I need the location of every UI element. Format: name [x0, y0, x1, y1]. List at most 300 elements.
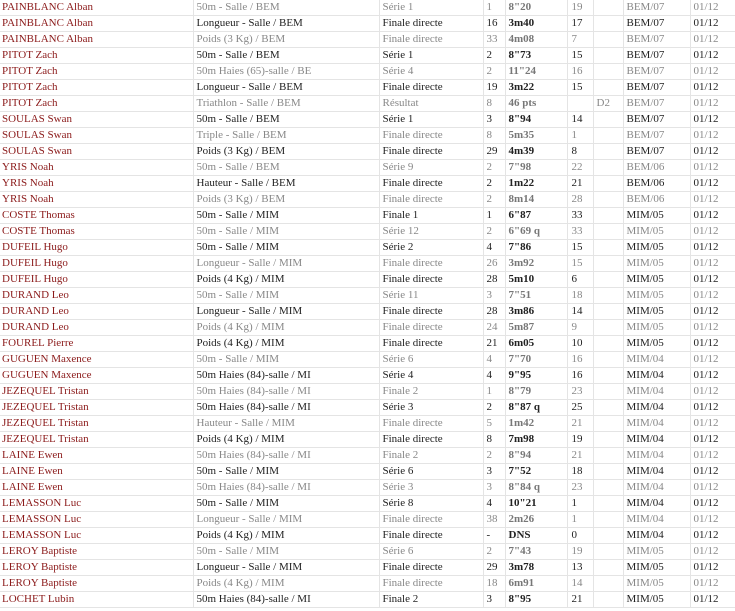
performance-cell: 6m05 — [505, 336, 567, 352]
division-cell — [593, 256, 623, 272]
event-cell: Poids (3 Kg) / BEM — [193, 32, 379, 48]
performance-cell: 46 pts — [505, 96, 567, 112]
athlete-name-cell: SOULAS Swan — [0, 144, 193, 160]
event-cell: 50m - Salle / BEM — [193, 112, 379, 128]
lane-cell: 2 — [483, 64, 505, 80]
category-cell: BEM/07 — [623, 80, 690, 96]
date-cell: 01/12 — [690, 416, 735, 432]
date-cell: 01/12 — [690, 544, 735, 560]
performance-cell: 5m35 — [505, 128, 567, 144]
category-cell: MIM/05 — [623, 272, 690, 288]
place-cell: 16 — [567, 368, 593, 384]
performance-cell: 1m42 — [505, 416, 567, 432]
lane-cell: 2 — [483, 176, 505, 192]
round-cell: Finale directe — [379, 560, 483, 576]
place-cell: 15 — [567, 256, 593, 272]
performance-cell: 7"43 — [505, 544, 567, 560]
table-row — [0, 224, 735, 240]
division-cell — [593, 240, 623, 256]
round-cell: Finale directe — [379, 304, 483, 320]
category-cell: BEM/07 — [623, 0, 690, 16]
lane-cell: 4 — [483, 352, 505, 368]
division-cell — [593, 480, 623, 496]
place-cell: 22 — [567, 160, 593, 176]
place-cell: 13 — [567, 560, 593, 576]
category-cell: BEM/06 — [623, 160, 690, 176]
athlete-name-cell: COSTE Thomas — [0, 224, 193, 240]
date-cell: 01/12 — [690, 160, 735, 176]
date-cell: 01/12 — [690, 48, 735, 64]
lane-cell: 2 — [483, 448, 505, 464]
date-cell: 01/12 — [690, 480, 735, 496]
division-cell — [593, 544, 623, 560]
round-cell: Série 4 — [379, 64, 483, 80]
category-cell: MIM/05 — [623, 320, 690, 336]
place-cell: 33 — [567, 208, 593, 224]
date-cell: 01/12 — [690, 320, 735, 336]
event-cell: Triple - Salle / BEM — [193, 128, 379, 144]
division-cell: D2 — [593, 96, 623, 112]
place-cell: 8 — [567, 144, 593, 160]
date-cell: 01/12 — [690, 144, 735, 160]
event-cell: Poids (4 Kg) / MIM — [193, 576, 379, 592]
table-row — [0, 336, 735, 352]
category-cell: BEM/06 — [623, 192, 690, 208]
category-cell: MIM/05 — [623, 544, 690, 560]
lane-cell: 4 — [483, 368, 505, 384]
division-cell — [593, 288, 623, 304]
place-cell: 6 — [567, 272, 593, 288]
place-cell: 1 — [567, 496, 593, 512]
lane-cell: 3 — [483, 288, 505, 304]
event-cell: 50m - Salle / MIM — [193, 240, 379, 256]
athlete-name-cell: LEROY Baptiste — [0, 560, 193, 576]
performance-cell: 8"94 — [505, 112, 567, 128]
category-cell: MIM/05 — [623, 208, 690, 224]
division-cell — [593, 528, 623, 544]
table-row — [0, 432, 735, 448]
table-row — [0, 208, 735, 224]
round-cell: Série 3 — [379, 400, 483, 416]
event-cell: Longueur - Salle / MIM — [193, 512, 379, 528]
table-row — [0, 64, 735, 80]
category-cell: MIM/05 — [623, 336, 690, 352]
round-cell: Finale 2 — [379, 384, 483, 400]
round-cell: Finale directe — [379, 576, 483, 592]
date-cell: 01/12 — [690, 352, 735, 368]
event-cell: 50m - Salle / MIM — [193, 496, 379, 512]
division-cell — [593, 336, 623, 352]
category-cell: BEM/07 — [623, 48, 690, 64]
lane-cell: 8 — [483, 432, 505, 448]
division-cell — [593, 368, 623, 384]
performance-cell: 6"69 q — [505, 224, 567, 240]
place-cell: 21 — [567, 416, 593, 432]
category-cell: MIM/04 — [623, 528, 690, 544]
lane-cell: 1 — [483, 208, 505, 224]
event-cell: Poids (4 Kg) / MIM — [193, 432, 379, 448]
division-cell — [593, 32, 623, 48]
round-cell: Série 9 — [379, 160, 483, 176]
date-cell: 01/12 — [690, 576, 735, 592]
athlete-name-cell: YRIS Noah — [0, 176, 193, 192]
athlete-name-cell: GUGUEN Maxence — [0, 368, 193, 384]
athlete-name-cell: SOULAS Swan — [0, 112, 193, 128]
place-cell: 16 — [567, 352, 593, 368]
date-cell: 01/12 — [690, 304, 735, 320]
event-cell: 50m Haies (84)-salle / MI — [193, 368, 379, 384]
athlete-name-cell: PITOT Zach — [0, 96, 193, 112]
performance-cell: 7"52 — [505, 464, 567, 480]
performance-cell: 3m92 — [505, 256, 567, 272]
athlete-name-cell: JEZEQUEL Tristan — [0, 432, 193, 448]
lane-cell: 3 — [483, 480, 505, 496]
lane-cell: 19 — [483, 80, 505, 96]
date-cell: 01/12 — [690, 400, 735, 416]
round-cell: Série 6 — [379, 464, 483, 480]
round-cell: Finale 2 — [379, 448, 483, 464]
division-cell — [593, 80, 623, 96]
lane-cell: 2 — [483, 544, 505, 560]
event-cell: Longueur - Salle / BEM — [193, 80, 379, 96]
place-cell — [567, 96, 593, 112]
place-cell: 15 — [567, 80, 593, 96]
event-cell: Longueur - Salle / MIM — [193, 304, 379, 320]
division-cell — [593, 224, 623, 240]
round-cell: Finale 2 — [379, 592, 483, 608]
lane-cell: 29 — [483, 560, 505, 576]
category-cell: MIM/04 — [623, 448, 690, 464]
lane-cell: 33 — [483, 32, 505, 48]
place-cell: 10 — [567, 336, 593, 352]
place-cell: 25 — [567, 400, 593, 416]
performance-cell: 11"24 — [505, 64, 567, 80]
table-row — [0, 448, 735, 464]
event-cell: 50m Haies (65)-salle / BE — [193, 64, 379, 80]
performance-cell: 7"70 — [505, 352, 567, 368]
division-cell — [593, 448, 623, 464]
category-cell: MIM/05 — [623, 224, 690, 240]
table-row — [0, 256, 735, 272]
athlete-name-cell: DURAND Leo — [0, 288, 193, 304]
performance-cell: 8"73 — [505, 48, 567, 64]
lane-cell: 4 — [483, 240, 505, 256]
event-cell: 50m Haies (84)-salle / MI — [193, 480, 379, 496]
table-row — [0, 128, 735, 144]
table-row — [0, 16, 735, 32]
event-cell: 50m - Salle / MIM — [193, 464, 379, 480]
athlete-name-cell: PITOT Zach — [0, 80, 193, 96]
division-cell — [593, 576, 623, 592]
division-cell — [593, 192, 623, 208]
performance-cell: 8"94 — [505, 448, 567, 464]
event-cell: 50m - Salle / MIM — [193, 352, 379, 368]
division-cell — [593, 352, 623, 368]
lane-cell: 21 — [483, 336, 505, 352]
place-cell: 19 — [567, 432, 593, 448]
place-cell: 21 — [567, 592, 593, 608]
event-cell: 50m - Salle / BEM — [193, 160, 379, 176]
category-cell: MIM/04 — [623, 400, 690, 416]
lane-cell: 29 — [483, 144, 505, 160]
event-cell: 50m Haies (84)-salle / MI — [193, 400, 379, 416]
place-cell: 14 — [567, 304, 593, 320]
round-cell: Série 1 — [379, 112, 483, 128]
lane-cell: 16 — [483, 16, 505, 32]
table-row — [0, 288, 735, 304]
table-row — [0, 416, 735, 432]
table-row — [0, 400, 735, 416]
performance-cell: DNS — [505, 528, 567, 544]
place-cell: 1 — [567, 512, 593, 528]
athlete-name-cell: FOUREL Pierre — [0, 336, 193, 352]
date-cell: 01/12 — [690, 592, 735, 608]
athlete-name-cell: DUFEIL Hugo — [0, 256, 193, 272]
round-cell: Finale directe — [379, 416, 483, 432]
athlete-name-cell: LEROY Baptiste — [0, 576, 193, 592]
place-cell: 9 — [567, 320, 593, 336]
category-cell: MIM/04 — [623, 416, 690, 432]
place-cell: 28 — [567, 192, 593, 208]
lane-cell: 8 — [483, 128, 505, 144]
lane-cell: 38 — [483, 512, 505, 528]
category-cell: BEM/07 — [623, 96, 690, 112]
performance-cell: 8m14 — [505, 192, 567, 208]
event-cell: 50m Haies (84)-salle / MI — [193, 592, 379, 608]
date-cell: 01/12 — [690, 432, 735, 448]
athlete-name-cell: PAINBLANC Alban — [0, 16, 193, 32]
date-cell: 01/12 — [690, 496, 735, 512]
round-cell: Série 11 — [379, 288, 483, 304]
division-cell — [593, 464, 623, 480]
division-cell — [593, 592, 623, 608]
round-cell: Finale directe — [379, 528, 483, 544]
place-cell: 17 — [567, 16, 593, 32]
performance-cell: 10"21 — [505, 496, 567, 512]
category-cell: MIM/05 — [623, 560, 690, 576]
lane-cell: 2 — [483, 160, 505, 176]
date-cell: 01/12 — [690, 256, 735, 272]
date-cell: 01/12 — [690, 208, 735, 224]
lane-cell: 2 — [483, 224, 505, 240]
athlete-name-cell: LOCHET Lubin — [0, 592, 193, 608]
date-cell: 01/12 — [690, 112, 735, 128]
category-cell: MIM/05 — [623, 256, 690, 272]
round-cell: Finale directe — [379, 16, 483, 32]
division-cell — [593, 512, 623, 528]
event-cell: Poids (4 Kg) / MIM — [193, 336, 379, 352]
date-cell: 01/12 — [690, 464, 735, 480]
table-row — [0, 512, 735, 528]
place-cell: 14 — [567, 576, 593, 592]
performance-cell: 3m22 — [505, 80, 567, 96]
round-cell: Finale directe — [379, 176, 483, 192]
performance-cell: 7"98 — [505, 160, 567, 176]
athlete-name-cell: LEMASSON Luc — [0, 528, 193, 544]
performance-cell: 7"86 — [505, 240, 567, 256]
place-cell: 21 — [567, 448, 593, 464]
round-cell: Résultat — [379, 96, 483, 112]
category-cell: BEM/07 — [623, 32, 690, 48]
lane-cell: 3 — [483, 592, 505, 608]
round-cell: Finale directe — [379, 256, 483, 272]
performance-cell: 8"79 — [505, 384, 567, 400]
place-cell: 23 — [567, 480, 593, 496]
round-cell: Série 6 — [379, 352, 483, 368]
table-row — [0, 368, 735, 384]
place-cell: 19 — [567, 544, 593, 560]
division-cell — [593, 496, 623, 512]
category-cell: BEM/07 — [623, 16, 690, 32]
date-cell: 01/12 — [690, 560, 735, 576]
athlete-name-cell: DUFEIL Hugo — [0, 240, 193, 256]
round-cell: Finale directe — [379, 432, 483, 448]
division-cell — [593, 560, 623, 576]
lane-cell: 18 — [483, 576, 505, 592]
category-cell: MIM/04 — [623, 464, 690, 480]
table-row — [0, 544, 735, 560]
event-cell: Poids (4 Kg) / MIM — [193, 528, 379, 544]
division-cell — [593, 112, 623, 128]
division-cell — [593, 272, 623, 288]
athlete-name-cell: LAINE Ewen — [0, 448, 193, 464]
event-cell: Hauteur - Salle / BEM — [193, 176, 379, 192]
lane-cell: 3 — [483, 464, 505, 480]
round-cell: Série 8 — [379, 496, 483, 512]
event-cell: 50m - Salle / MIM — [193, 288, 379, 304]
round-cell: Finale directe — [379, 128, 483, 144]
event-cell: Triathlon - Salle / BEM — [193, 96, 379, 112]
round-cell: Série 1 — [379, 48, 483, 64]
table-row — [0, 160, 735, 176]
table-row — [0, 304, 735, 320]
table-row — [0, 96, 735, 112]
performance-cell: 3m40 — [505, 16, 567, 32]
category-cell: MIM/05 — [623, 240, 690, 256]
lane-cell: 28 — [483, 272, 505, 288]
performance-cell: 8"87 q — [505, 400, 567, 416]
division-cell — [593, 0, 623, 16]
place-cell: 14 — [567, 112, 593, 128]
performance-cell: 5m10 — [505, 272, 567, 288]
athlete-name-cell: YRIS Noah — [0, 160, 193, 176]
athlete-name-cell: COSTE Thomas — [0, 208, 193, 224]
athlete-name-cell: JEZEQUEL Tristan — [0, 384, 193, 400]
place-cell: 18 — [567, 288, 593, 304]
category-cell: MIM/04 — [623, 480, 690, 496]
performance-cell: 7m98 — [505, 432, 567, 448]
date-cell: 01/12 — [690, 80, 735, 96]
performance-cell: 5m87 — [505, 320, 567, 336]
performance-cell: 7"51 — [505, 288, 567, 304]
table-row — [0, 112, 735, 128]
place-cell: 15 — [567, 48, 593, 64]
division-cell — [593, 400, 623, 416]
place-cell: 16 — [567, 64, 593, 80]
division-cell — [593, 48, 623, 64]
performance-cell: 8"95 — [505, 592, 567, 608]
date-cell: 01/12 — [690, 528, 735, 544]
round-cell: Série 4 — [379, 368, 483, 384]
date-cell: 01/12 — [690, 240, 735, 256]
category-cell: BEM/07 — [623, 112, 690, 128]
round-cell: Série 3 — [379, 480, 483, 496]
athlete-name-cell: LEROY Baptiste — [0, 544, 193, 560]
athlete-name-cell: PAINBLANC Alban — [0, 0, 193, 16]
performance-cell: 6m91 — [505, 576, 567, 592]
category-cell: MIM/05 — [623, 576, 690, 592]
round-cell: Finale directe — [379, 192, 483, 208]
table-row — [0, 80, 735, 96]
category-cell: MIM/04 — [623, 384, 690, 400]
round-cell: Finale 1 — [379, 208, 483, 224]
event-cell: 50m Haies (84)-salle / MI — [193, 448, 379, 464]
performance-cell: 8"84 q — [505, 480, 567, 496]
event-cell: Hauteur - Salle / MIM — [193, 416, 379, 432]
event-cell: 50m - Salle / BEM — [193, 0, 379, 16]
date-cell: 01/12 — [690, 448, 735, 464]
athlete-name-cell: DURAND Leo — [0, 304, 193, 320]
place-cell: 21 — [567, 176, 593, 192]
place-cell: 33 — [567, 224, 593, 240]
lane-cell: 26 — [483, 256, 505, 272]
table-row — [0, 0, 735, 16]
category-cell: BEM/07 — [623, 144, 690, 160]
athlete-name-cell: LEMASSON Luc — [0, 512, 193, 528]
athlete-name-cell: JEZEQUEL Tristan — [0, 400, 193, 416]
table-row — [0, 272, 735, 288]
date-cell: 01/12 — [690, 64, 735, 80]
athlete-name-cell: LAINE Ewen — [0, 464, 193, 480]
round-cell: Finale directe — [379, 336, 483, 352]
category-cell: MIM/05 — [623, 288, 690, 304]
round-cell: Finale directe — [379, 144, 483, 160]
performance-cell: 3m78 — [505, 560, 567, 576]
date-cell: 01/12 — [690, 16, 735, 32]
performance-cell: 9"95 — [505, 368, 567, 384]
lane-cell: 1 — [483, 384, 505, 400]
athlete-name-cell: DURAND Leo — [0, 320, 193, 336]
lane-cell: 2 — [483, 400, 505, 416]
lane-cell: 5 — [483, 416, 505, 432]
table-row — [0, 48, 735, 64]
place-cell: 1 — [567, 128, 593, 144]
athlete-name-cell: JEZEQUEL Tristan — [0, 416, 193, 432]
round-cell: Série 1 — [379, 0, 483, 16]
place-cell: 0 — [567, 528, 593, 544]
athlete-name-cell: PITOT Zach — [0, 64, 193, 80]
division-cell — [593, 16, 623, 32]
table-row — [0, 240, 735, 256]
athlete-name-cell: GUGUEN Maxence — [0, 352, 193, 368]
table-row — [0, 496, 735, 512]
performance-cell: 3m86 — [505, 304, 567, 320]
performance-cell: 6"87 — [505, 208, 567, 224]
date-cell: 01/12 — [690, 336, 735, 352]
event-cell: Poids (4 Kg) / MIM — [193, 272, 379, 288]
table-row — [0, 592, 735, 608]
event-cell: 50m - Salle / MIM — [193, 208, 379, 224]
table-row — [0, 560, 735, 576]
category-cell: BEM/07 — [623, 64, 690, 80]
event-cell: 50m Haies (84)-salle / MI — [193, 384, 379, 400]
table-row — [0, 144, 735, 160]
division-cell — [593, 176, 623, 192]
lane-cell: 1 — [483, 0, 505, 16]
athlete-name-cell: LEMASSON Luc — [0, 496, 193, 512]
category-cell: MIM/05 — [623, 592, 690, 608]
event-cell: 50m - Salle / BEM — [193, 48, 379, 64]
